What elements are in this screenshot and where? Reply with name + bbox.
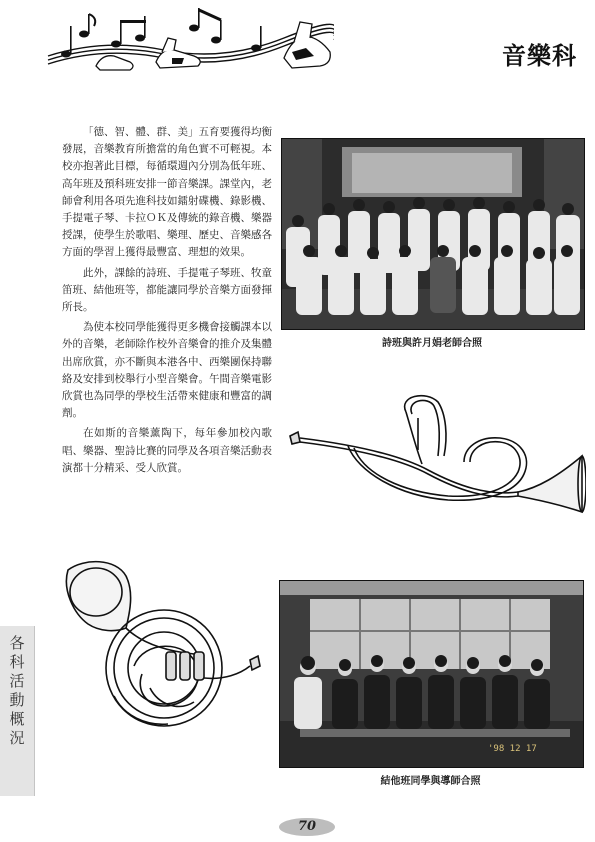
french-horn-icon: [54, 556, 264, 738]
guitar-class-group-photo: [279, 580, 584, 768]
side-section-tab: [0, 626, 35, 796]
paragraph: 「德、智、體、群、美」五育要獲得均衡發展，音樂教育所擔當的角色實不可輕視。本校亦抱著此目標，每循環週內分別為低年班、高年班及預科班安排一節音樂課。課堂內，老師會利用各項先進科技如鐳射碟機、錄影機、手提電子琴、卡拉ＯＫ及傳統的錄音機、樂器授課，使學生於歌唱、樂理、歷史、音樂感各方面的學習上獲得最豐富、理想的效果。: [62, 126, 272, 259]
side-tab-label: 各科活動概況: [9, 634, 25, 747]
choir-group-photo: [281, 138, 585, 330]
photo-caption: 結他班同學與導師合照: [380, 776, 481, 787]
music-notes-shoes-banner-icon: [44, 8, 334, 74]
page-number: 70: [297, 819, 317, 834]
paragraph: 在如斯的音樂薰陶下，每年參加校內歌唱、樂器、聖詩比賽的同學及各項音樂活動表演都十分精采、受人欣賞。: [62, 427, 272, 474]
paragraph: 此外，課餘的詩班、手提電子琴班、牧童笛班、結他班等，都能讓同學於音樂方面發揮所長。: [62, 266, 272, 314]
page-title: 音樂科: [502, 42, 577, 70]
photo-caption: 詩班與許月娟老師合照: [382, 338, 482, 349]
photo-date-stamp: '98 12 17: [488, 744, 537, 754]
page-number-badge: [279, 818, 335, 836]
article-body: [62, 124, 272, 480]
paragraph: 為使本校同學能獲得更多機會接觸課本以外的音樂，老師除作校外音樂會的推介及集體出席欣賞，亦不斷與本港各中、西樂團保持聯絡及安排到校舉行小型音樂會。午間音樂電影欣賞也為同學的學校生活帶來健康和豐富的調劑。: [62, 321, 272, 420]
bugle-icon: [288, 392, 586, 520]
